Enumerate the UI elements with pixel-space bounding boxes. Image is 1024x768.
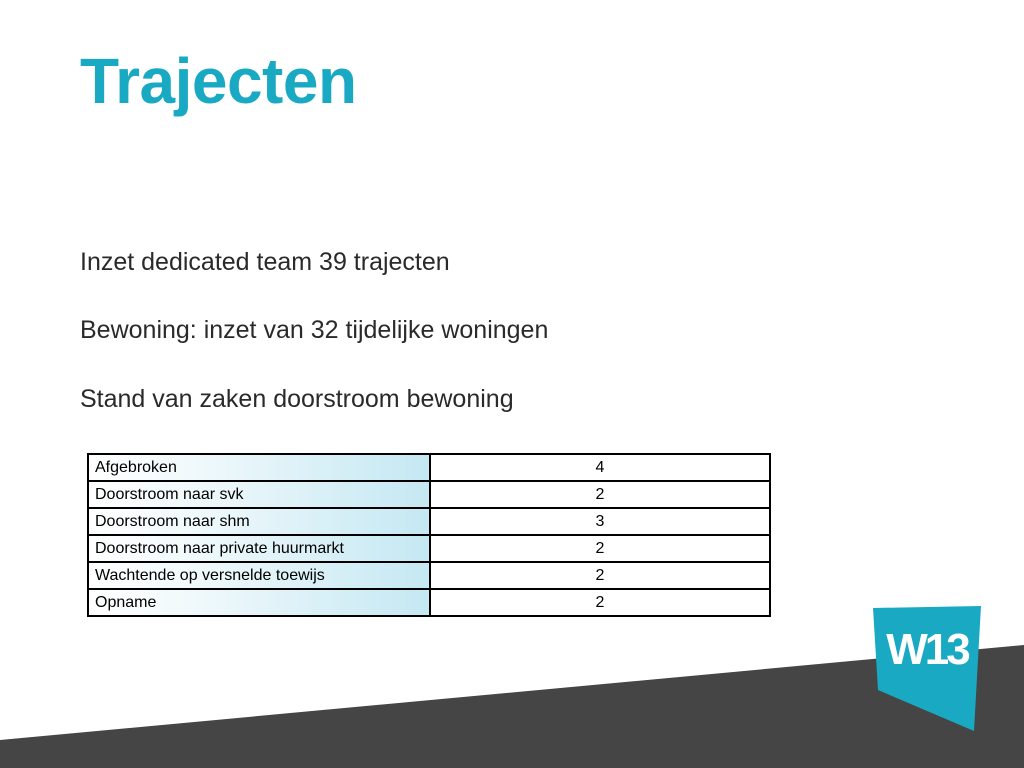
logo-text: W13: [886, 625, 968, 674]
row-label: Opname: [88, 589, 430, 616]
row-label: Afgebroken: [88, 454, 430, 481]
slide-title: Trajecten: [80, 45, 357, 117]
row-value: 3: [430, 508, 770, 535]
row-label: Wachtende op versnelde toewijs: [88, 562, 430, 589]
footer-band: [0, 645, 1024, 768]
row-label: Doorstroom naar svk: [88, 481, 430, 508]
bullet-stand-van-zaken: Stand van zaken doorstroom bewoning: [80, 385, 514, 413]
row-label: Doorstroom naar shm: [88, 508, 430, 535]
row-value: 2: [430, 562, 770, 589]
row-value: 2: [430, 535, 770, 562]
row-value: 4: [430, 454, 770, 481]
row-label: Doorstroom naar private huurmarkt: [88, 535, 430, 562]
row-value: 2: [430, 481, 770, 508]
row-value: 2: [430, 589, 770, 616]
bullet-bewoning: Bewoning: inzet van 32 tijdelijke woningen: [80, 316, 549, 344]
bullet-dedicated-team: Inzet dedicated team 39 trajecten: [80, 248, 450, 276]
